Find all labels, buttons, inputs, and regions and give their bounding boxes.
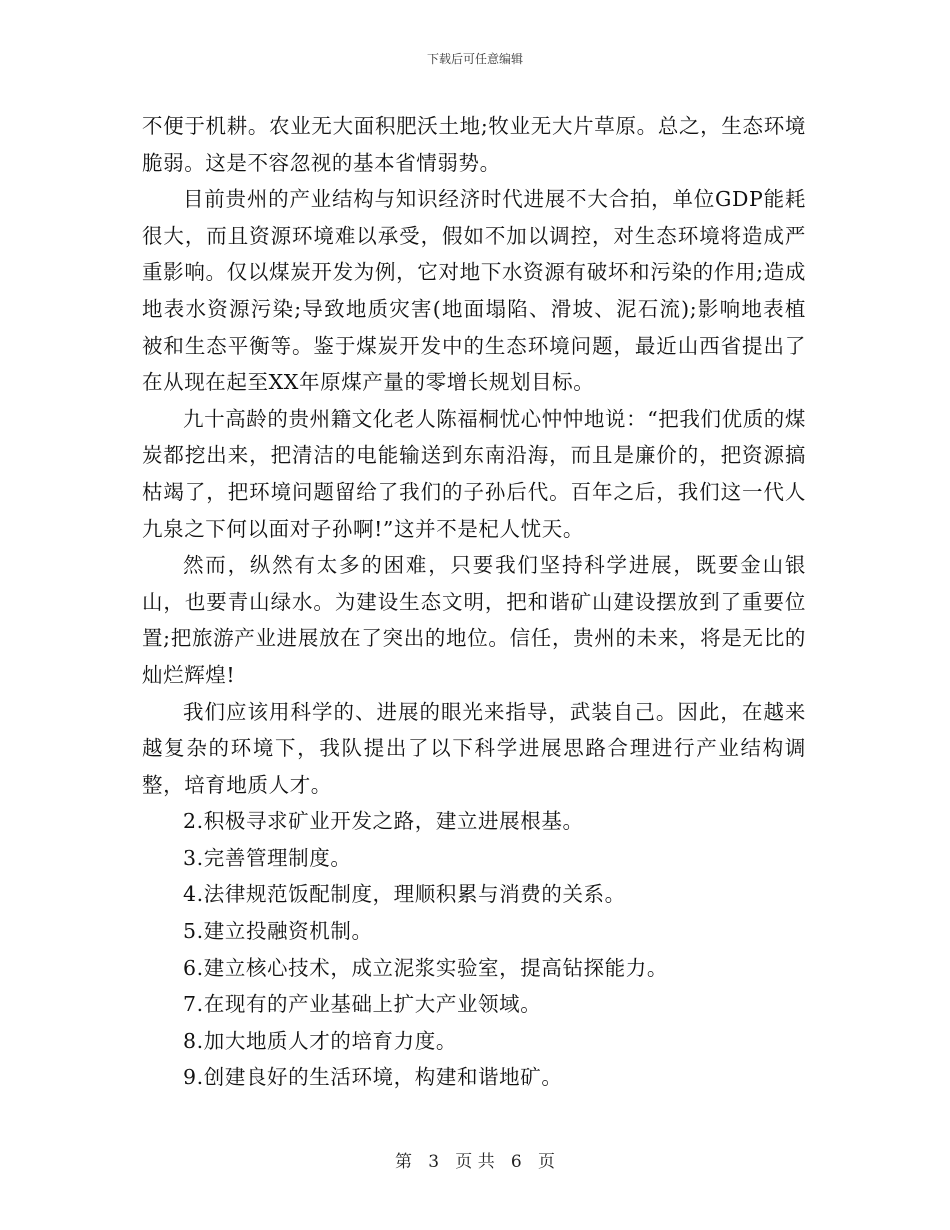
- page-label-suffix: 页: [537, 1152, 555, 1172]
- page-label-prefix: 第: [395, 1152, 413, 1172]
- total-pages-number: 6: [510, 1152, 522, 1172]
- list-item: 5.建立投融资机制。: [183, 919, 373, 944]
- page-header: [0, 51, 950, 67]
- list-item: 4.法律规范饭配制度，理顺积累与消费的关系。: [183, 882, 626, 907]
- paragraph: 九十高龄的贵州籍文化老人陈福桐忧心忡忡地说：“把我们优质的煤炭都挖出来，把清洁的电能输送到东南沿海，而且是廉价的，把资源搞枯竭了，把环境问题留给了我们的子孙后代。百年之后，我们这一代人九泉之下何以面对子孙啊!”这并不是杞人忧天。: [142, 406, 806, 541]
- header-text: 下载后可任意编辑: [426, 52, 523, 66]
- list-item: 2.积极寻求矿业开发之路，建立进展根基。: [183, 809, 584, 834]
- list-item: 7.在现有的产业基础上扩大产业领域。: [183, 992, 542, 1017]
- paragraph: 目前贵州的产业结构与知识经济时代进展不大合拍，单位GDP能耗很大，而且资源环境难以承受，假如不加以调控，对生态环境将造成严重影响。仅以煤炭开发为例，它对地下水资源有破坏和污染的作用;造成地表水资源污染;导致地质灾害(地面塌陷、滑坡、泥石流);影响地表植被和生态平衡等。鉴于煤炭开发中的生态环境问题，最近山西省提出了在从现在起至XX年原煤产量的零增长规划目标。: [142, 187, 806, 395]
- page-footer: [0, 1150, 950, 1174]
- list-item: 3.完善管理制度。: [183, 845, 352, 870]
- paragraph: 然而，纵然有太多的困难，只要我们坚持科学进展，既要金山银山，也要青山绿水。为建设生态文明，把和谐矿山建设摆放到了重要位置;把旅游产业进展放在了突出的地位。信任，贵州的未来，将是无比的灿烂辉煌!: [142, 553, 806, 687]
- list-item: 9.创建良好的生活环境，构建和谐地矿。: [183, 1065, 563, 1090]
- list-item: 8.加大地质人才的培育力度。: [183, 1028, 457, 1053]
- paragraph-continuation: 不便于机耕。农业无大面积肥沃土地;牧业无大片草原。总之，生态环境脆弱。这是不容忽视的基本省情弱势。: [142, 114, 806, 175]
- document-body: [142, 108, 806, 1096]
- page-label-mid: 页 共: [455, 1152, 495, 1172]
- current-page-number: 3: [428, 1152, 440, 1172]
- paragraph: 我们应该用科学的、进展的眼光来指导，武装自己。因此，在越来越复杂的环境下，我队提出了以下科学进展思路合理进行产业结构调整，培育地质人才。: [142, 699, 806, 797]
- measures-list: [142, 803, 806, 1096]
- list-item: 6.建立核心技术，成立泥浆实验室，提高钻探能力。: [183, 955, 668, 980]
